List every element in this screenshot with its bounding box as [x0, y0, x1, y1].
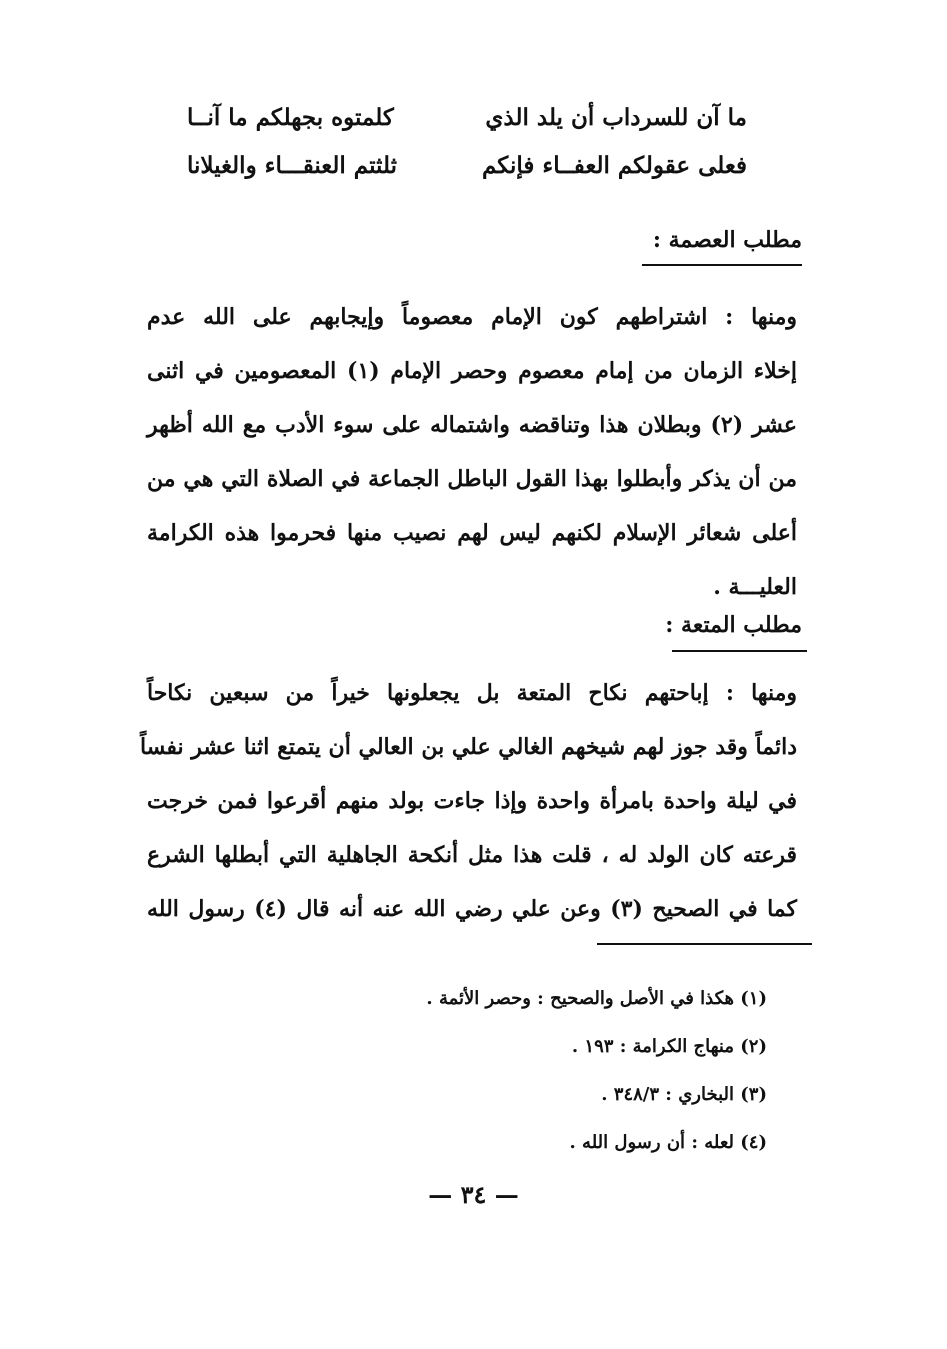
footnote-4: (٤) لعله : أن رسول الله .: [569, 1132, 767, 1153]
section-heading-underline: [672, 650, 807, 652]
footnote-2: (٢) منهاج الكرامة : ١٩٣ .: [571, 1036, 767, 1057]
section-heading-underline: [642, 264, 802, 266]
section-heading-mutah: مطلب المتعة :: [665, 612, 802, 638]
section-paragraph-infallibility: [147, 290, 797, 614]
paragraph-line: العليـــة .: [713, 574, 797, 600]
verse-1-first-hemistich: ما آن للسرداب أن يلد الذي: [485, 104, 747, 131]
verse-1-second-hemistich: كلمتوه بجهلكم ما آنــا: [187, 104, 394, 131]
footnote-3: (٣) البخاري : ٣٤٨/٣ .: [601, 1084, 767, 1105]
paragraph-line: في ليلة واحدة بامرأة واحدة وإذا جاءت بولد منهم أقرعوا فمن خرجت: [147, 788, 797, 814]
footnote-separator: [597, 943, 812, 945]
section-heading-infallibility: مطلب العصمة :: [652, 227, 802, 253]
paragraph-line: دائماً وقد جوز لهم شيخهم الغالي علي بن العالي أن يتمتع اثنا عشر نفساً: [140, 734, 797, 760]
paragraph-line: أعلى شعائر الإسلام لكنهم ليس لهم نصيب منها فحرموا هذه الكرامة: [147, 520, 797, 546]
verse-2-first-hemistich: فعلى عقولكم العفــاء فإنكم: [482, 152, 747, 179]
paragraph-line: من أن يذكر وأبطلوا بهذا القول الباطل الجماعة في الصلاة التي هي من: [147, 466, 797, 492]
paragraph-line: ومنها : اشتراطهم كون الإمام معصوماً وإيجابهم على الله عدم: [147, 304, 797, 330]
paragraph-line: إخلاء الزمان من إمام معصوم وحصر الإمام (١) المعصومين في اثنى: [147, 358, 797, 384]
section-paragraph-mutah: [140, 666, 797, 936]
page-number: — ٣٤ —: [428, 1180, 519, 1209]
footnotes: [267, 975, 767, 1167]
paragraph-line: ومنها : إباحتهم نكاح المتعة بل يجعلونها خيراً من سبعين نكاحاً: [147, 680, 797, 706]
paragraph-line: قرعته كان الولد له ، قلت هذا مثل أنكحة الجاهلية التي أبطلها الشرع: [147, 842, 797, 868]
paragraph-line: كما في الصحيح (٣) وعن علي رضي الله عنه أنه قال (٤) رسول الله: [147, 896, 797, 922]
poem-verse-1: [187, 104, 747, 144]
poem-verse-2: [187, 152, 747, 192]
footnote-1: (١) هكذا في الأصل والصحيح : وحصر الأئمة .: [426, 988, 767, 1009]
paragraph-line: عشر (٢) وبطلان هذا وتناقضه واشتماله على سوء الأدب مع الله أظهر: [147, 412, 797, 438]
verse-2-second-hemistich: ثلثتم العنقـــاء والغيلانا: [187, 152, 397, 179]
